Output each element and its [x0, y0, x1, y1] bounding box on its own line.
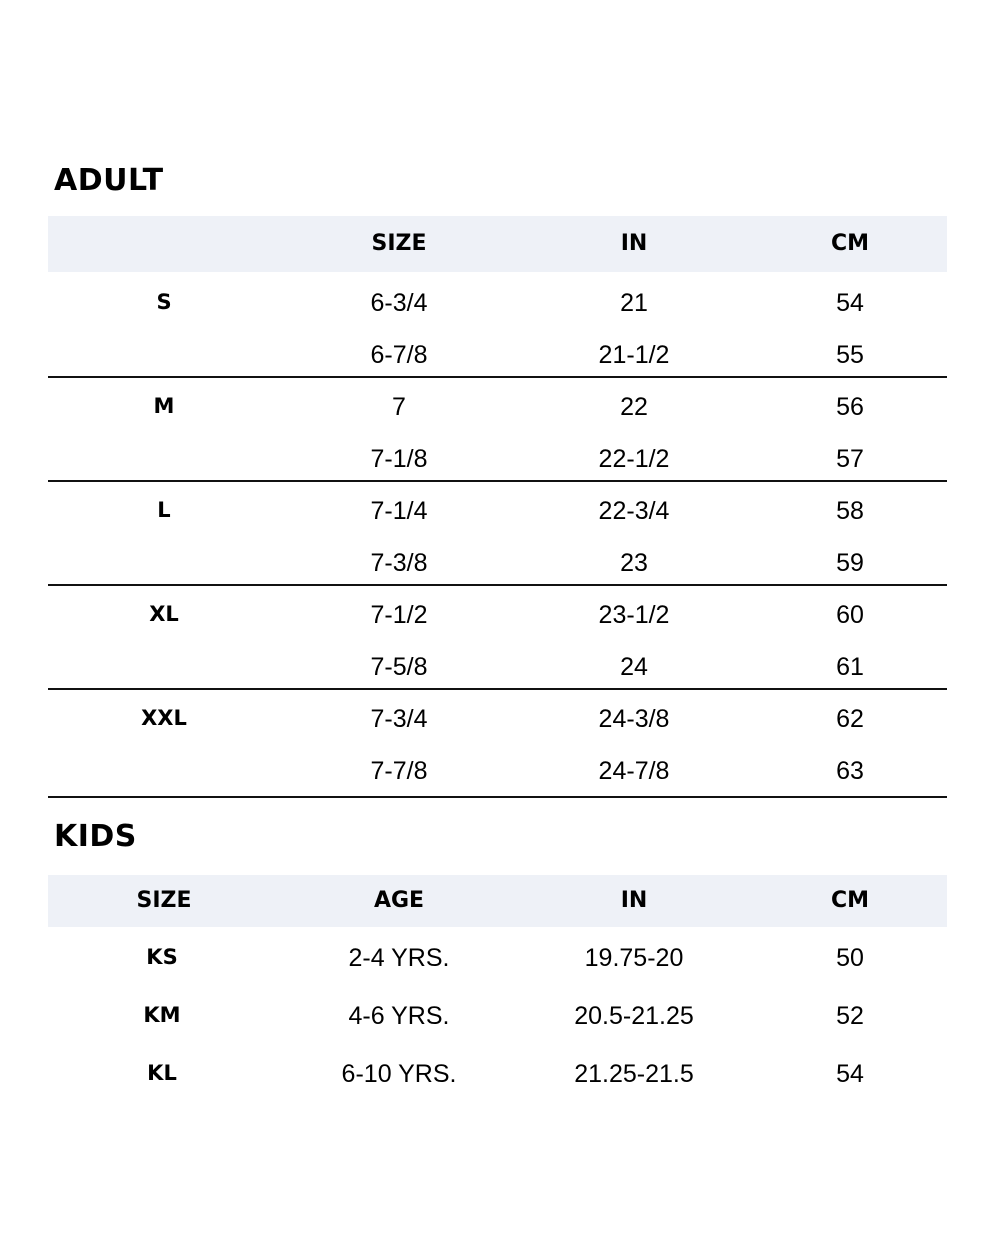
adult-size-label: L	[157, 498, 171, 522]
adult-size-label: M	[153, 394, 175, 418]
table-cell: 52	[836, 1002, 864, 1030]
table-cell: 7-3/8	[370, 549, 428, 577]
table-cell: 23	[620, 549, 648, 577]
kids-size-label: KS	[146, 945, 178, 969]
adult-size-label: S	[156, 290, 172, 314]
table-cell: 7-7/8	[370, 757, 428, 785]
table-cell: 7-1/8	[370, 445, 428, 473]
table-cell: 23-1/2	[598, 601, 670, 629]
group-divider	[48, 688, 947, 690]
adult-header-size: SIZE	[371, 231, 427, 256]
table-cell: 7-5/8	[370, 653, 428, 681]
table-cell: 24	[620, 653, 648, 681]
kids-header-age: AGE	[373, 888, 425, 913]
table-cell: 63	[836, 757, 864, 785]
table-cell: 21.25-21.5	[574, 1060, 694, 1088]
table-cell: 22	[620, 393, 648, 421]
adult-header-cm: CM	[830, 231, 870, 256]
table-cell: 55	[836, 341, 864, 369]
table-cell: 61	[836, 653, 864, 681]
group-divider	[48, 480, 947, 482]
kids-header-size: SIZE	[136, 888, 192, 913]
adult-size-label: XL	[149, 602, 179, 626]
kids-size-label: KM	[143, 1003, 181, 1027]
table-cell: 6-3/4	[370, 289, 428, 317]
table-cell: 54	[836, 1060, 864, 1088]
adult-header-band	[48, 216, 947, 272]
group-divider	[48, 796, 947, 798]
kids-header-in: IN	[620, 888, 648, 913]
group-divider	[48, 376, 947, 378]
table-cell: 56	[836, 393, 864, 421]
table-cell: 4-6 YRS.	[348, 1002, 450, 1030]
table-cell: 59	[836, 549, 864, 577]
table-cell: 60	[836, 601, 864, 629]
adult-size-label: XXL	[141, 706, 187, 730]
table-cell: 62	[836, 705, 864, 733]
table-cell: 19.75-20	[584, 944, 684, 972]
kids-title: KIDS	[54, 819, 137, 854]
table-cell: 21	[620, 289, 648, 317]
kids-size-label: KL	[147, 1061, 177, 1085]
table-cell: 7-1/2	[370, 601, 428, 629]
table-cell: 54	[836, 289, 864, 317]
table-cell: 22-3/4	[598, 497, 670, 525]
table-cell: 20.5-21.25	[574, 1002, 694, 1030]
table-cell: 58	[836, 497, 864, 525]
table-cell: 7	[392, 393, 406, 421]
adult-header-in: IN	[620, 231, 648, 256]
adult-title: ADULT	[54, 163, 164, 198]
table-cell: 21-1/2	[598, 341, 670, 369]
group-divider	[48, 584, 947, 586]
table-cell: 50	[836, 944, 864, 972]
table-cell: 24-3/8	[598, 705, 670, 733]
table-cell: 7-3/4	[370, 705, 428, 733]
table-cell: 6-10 YRS.	[341, 1060, 457, 1088]
table-cell: 24-7/8	[598, 757, 670, 785]
table-cell: 2-4 YRS.	[348, 944, 450, 972]
table-cell: 57	[836, 445, 864, 473]
table-cell: 22-1/2	[598, 445, 670, 473]
table-cell: 6-7/8	[370, 341, 428, 369]
table-cell: 7-1/4	[370, 497, 428, 525]
kids-header-cm: CM	[830, 888, 870, 913]
